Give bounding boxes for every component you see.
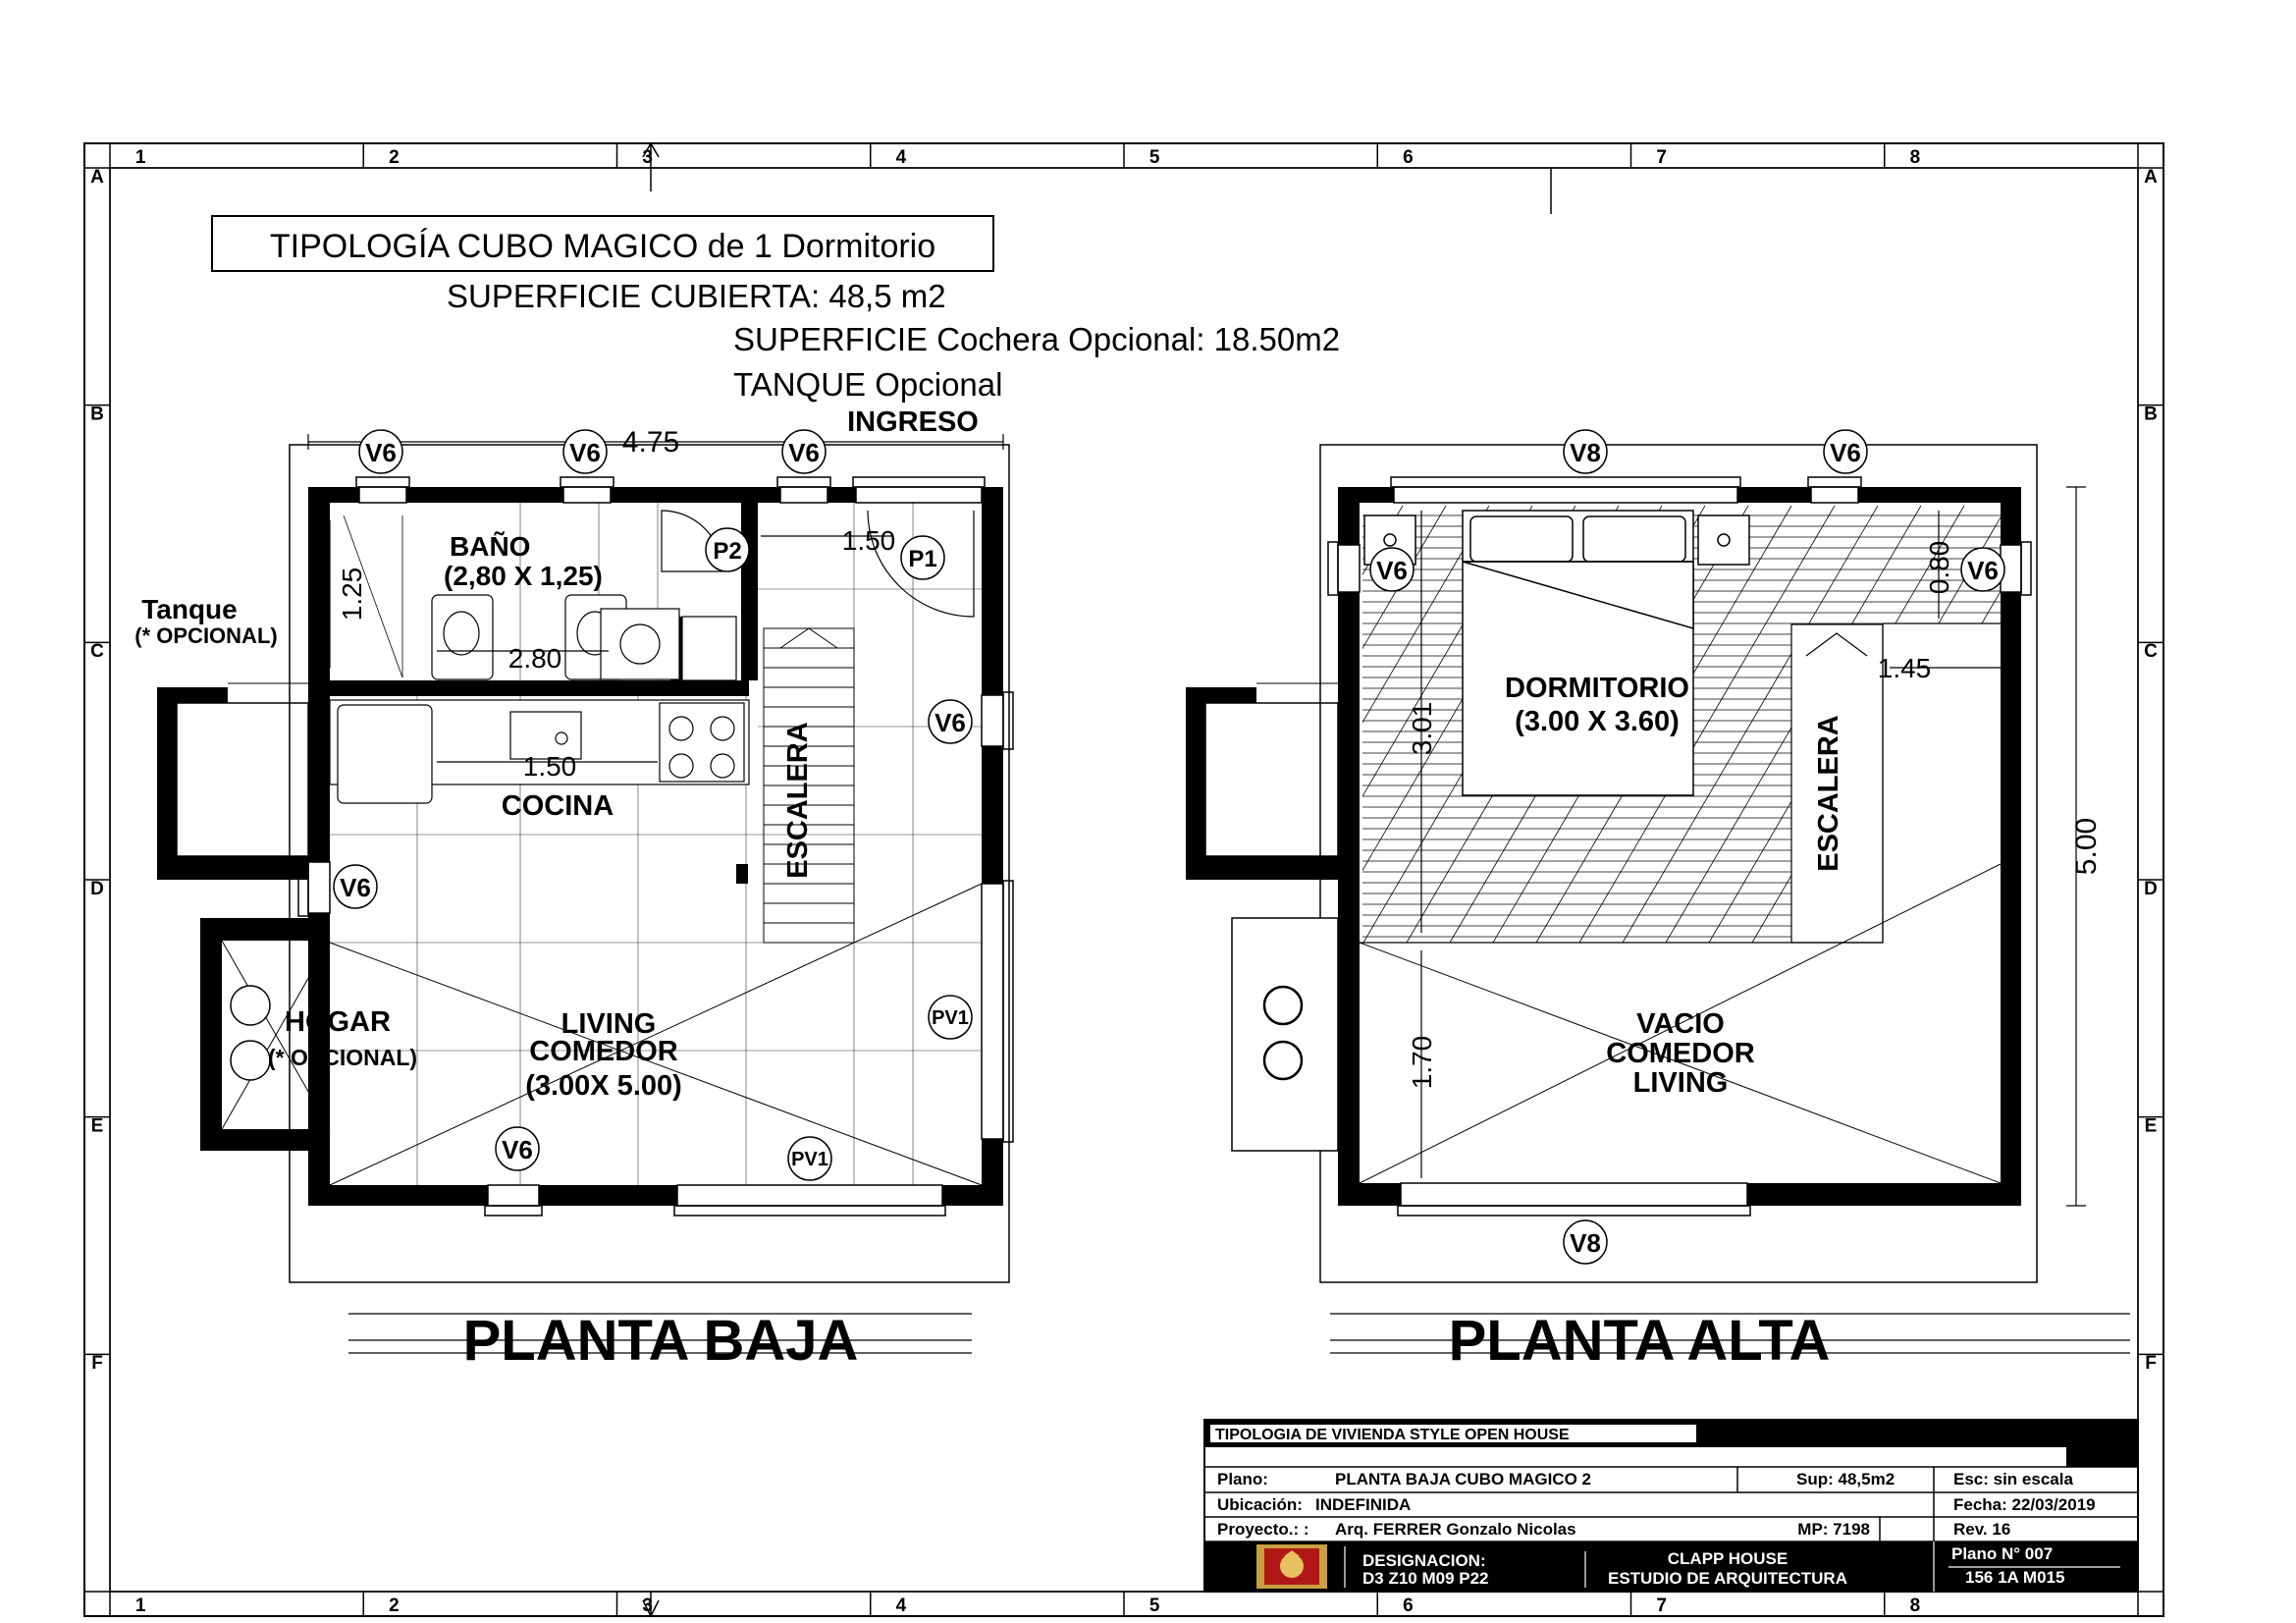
tag-v6 — [782, 430, 826, 473]
svg-text:PV1: PV1 — [932, 1007, 969, 1029]
svg-text:P2: P2 — [713, 538, 742, 565]
frame-row-label: E — [2144, 1115, 2158, 1137]
tag-v6 — [1824, 430, 1867, 473]
dim-p1: 1.50 — [841, 525, 896, 556]
svg-text:V6: V6 — [365, 438, 397, 467]
tag-v6 — [1961, 548, 2004, 591]
tb-ubic-value: INDEFINIDA — [1315, 1495, 1412, 1514]
frame-column-label: 5 — [1148, 147, 1160, 168]
svg-text:V6: V6 — [1376, 556, 1408, 585]
tag-pv1 — [929, 996, 972, 1039]
dim-bath-width: 2.80 — [507, 643, 562, 674]
hearth-note: (* OPCIONAL) — [268, 1045, 418, 1070]
frame-row-label: D — [90, 878, 104, 899]
window-sills — [298, 477, 1013, 1216]
frame-column-label: 8 — [1909, 147, 1921, 168]
ingreso-label: INGRESO — [847, 406, 979, 438]
frame-column-label: 7 — [1656, 147, 1667, 168]
tb-rev: Rev. 16 — [1953, 1520, 2011, 1539]
tb-plano-value: PLANTA BAJA CUBO MAGICO 2 — [1335, 1470, 1591, 1488]
living-label-3: (3.00X 5.00) — [525, 1070, 682, 1102]
tank — [157, 683, 308, 880]
frame-row-label: C — [2144, 641, 2158, 663]
upper-hearth — [1232, 918, 1338, 1151]
frame-row-label: E — [90, 1115, 104, 1137]
frame-column-label: 4 — [895, 147, 907, 168]
frame-row-label: B — [2144, 404, 2158, 425]
bath-size: (2,80 X 1,25) — [444, 561, 603, 591]
dim-bath-height: 1.25 — [337, 567, 367, 622]
svg-text:V6: V6 — [934, 708, 966, 737]
frame-column-label: 5 — [1148, 1596, 1160, 1616]
tb-sup: Sup: 48,5m2 — [1796, 1470, 1896, 1488]
living-label-2: COMEDOR — [529, 1036, 678, 1067]
svg-text:V6: V6 — [1967, 556, 1999, 585]
frame-column-label: 2 — [389, 1596, 400, 1616]
header — [212, 216, 1340, 403]
frame-column-label: 6 — [1403, 147, 1414, 168]
svg-text:V6: V6 — [1830, 438, 1861, 467]
svg-text:V6: V6 — [502, 1135, 533, 1164]
upper-tank — [1186, 683, 1338, 880]
tb-plano-label: Plano: — [1217, 1470, 1268, 1488]
frame-column-label: 1 — [134, 147, 146, 168]
frame-row-label: F — [91, 1353, 103, 1375]
svg-text:V6: V6 — [569, 438, 601, 467]
tank-note: (* OPCIONAL) — [134, 623, 278, 648]
tag-p2 — [706, 528, 749, 571]
frame-column-label: 4 — [895, 1596, 907, 1616]
frame-row-label: D — [2144, 878, 2158, 899]
tb-ubic-label: Ubicación: — [1217, 1495, 1303, 1514]
tb-fecha: Fecha: 22/03/2019 — [1953, 1495, 2096, 1514]
tank-optional: TANQUE Opcional — [733, 366, 1003, 403]
surface-garage: SUPERFICIE Cochera Opcional: 18.50m2 — [733, 321, 1341, 357]
dim-080: 0.80 — [1924, 540, 1954, 595]
upper-floor-title-text: PLANTA ALTA — [1448, 1309, 1831, 1373]
frame-row-label: C — [90, 641, 104, 663]
living-label-1: LIVING — [561, 1008, 657, 1040]
tag-v8 — [1564, 430, 1607, 473]
tb-esc: Esc: sin escala — [1953, 1470, 2073, 1488]
frame-column-label: 3 — [642, 1596, 653, 1616]
frame-row-label: A — [90, 166, 104, 188]
svg-text:V6: V6 — [788, 438, 820, 467]
dim-kitchen: 1.50 — [522, 751, 577, 782]
frame-row-label: A — [2144, 166, 2158, 188]
tag-v6 — [1370, 548, 1414, 591]
tb-plano-no: Plano N° 007 — [1951, 1544, 2054, 1563]
tag-v6 — [334, 865, 377, 908]
stairs-label-ground: ESCALERA — [782, 722, 814, 879]
tb-desig-value: D3 Z10 M09 P22 — [1362, 1569, 1489, 1588]
hearth-name: HOGAR — [285, 1006, 391, 1038]
void-label-3: LIVING — [1632, 1067, 1729, 1099]
tb-studio-2: ESTUDIO DE ARQUITECTURA — [1608, 1569, 1847, 1588]
tank-name: Tanque — [141, 594, 238, 624]
dim-width: 4.75 — [621, 426, 680, 459]
bath-name: BAÑO — [450, 531, 531, 562]
frame-column-label: 3 — [642, 147, 653, 168]
ground-floor-plan — [134, 406, 1013, 1373]
tag-v6 — [929, 700, 972, 743]
crest-logo — [1256, 1544, 1327, 1589]
dim-500: 5.00 — [2070, 817, 2103, 876]
bedroom-size: (3.00 X 3.60) — [1515, 706, 1680, 737]
tag-pv1 — [788, 1137, 831, 1180]
tag-v6 — [496, 1127, 539, 1170]
frame-row-label: F — [2145, 1353, 2157, 1375]
tb-mp: MP: 7198 — [1797, 1520, 1870, 1539]
upper-floor-plan — [1104, 430, 2296, 1373]
frame-row-label: B — [90, 404, 104, 425]
svg-text:V6: V6 — [340, 873, 371, 902]
center-markers — [643, 143, 1551, 1616]
frame-column-label: 6 — [1403, 1596, 1414, 1616]
dim-301: 3.01 — [1407, 701, 1437, 756]
upper-floor-title — [1330, 1309, 2130, 1373]
tag-v8 — [1564, 1220, 1607, 1264]
ground-floor-title-text: PLANTA BAJA — [462, 1309, 859, 1373]
tag-p1 — [901, 536, 944, 579]
tb-heading: TIPOLOGIA DE VIVIENDA STYLE OPEN HOUSE — [1215, 1427, 1570, 1443]
site-outline — [290, 445, 1009, 1282]
tb-proy-label: Proyecto.: : — [1217, 1520, 1309, 1539]
frame-column-label: 8 — [1909, 1596, 1921, 1616]
tb-studio-1: CLAPP HOUSE — [1667, 1549, 1789, 1568]
ground-floor-title — [348, 1309, 972, 1373]
tb-plano-code: 156 1A M015 — [1965, 1568, 2065, 1587]
kitchen-label: COCINA — [501, 790, 614, 822]
tag-v6 — [563, 430, 607, 473]
frame-column-label: 1 — [134, 1596, 146, 1616]
svg-text:V8: V8 — [1570, 1228, 1601, 1258]
title-block — [1204, 1420, 2138, 1592]
stairs-label-upper: ESCALERA — [1813, 715, 1844, 872]
svg-text:P1: P1 — [908, 546, 937, 572]
page-title: TIPOLOGÍA CUBO MAGICO de 1 Dormitorio — [269, 228, 936, 265]
tag-v6 — [359, 430, 402, 473]
surface-covered: SUPERFICIE CUBIERTA: 48,5 m2 — [447, 278, 946, 314]
frame-column-label: 7 — [1656, 1596, 1667, 1616]
void-label-2: COMEDOR — [1606, 1038, 1755, 1069]
svg-text:PV1: PV1 — [791, 1149, 828, 1170]
frame-column-label: 2 — [389, 147, 400, 168]
dim-170: 1.70 — [1407, 1035, 1437, 1090]
void-label-1: VACIO — [1636, 1008, 1725, 1040]
tb-proy-value: Arq. FERRER Gonzalo Nicolas — [1335, 1520, 1576, 1539]
tb-desig-label: DESIGNACION: — [1362, 1551, 1486, 1570]
dim-145: 1.45 — [1877, 653, 1932, 683]
bedroom-name: DORMITORIO — [1505, 673, 1689, 704]
svg-text:V8: V8 — [1570, 438, 1601, 467]
